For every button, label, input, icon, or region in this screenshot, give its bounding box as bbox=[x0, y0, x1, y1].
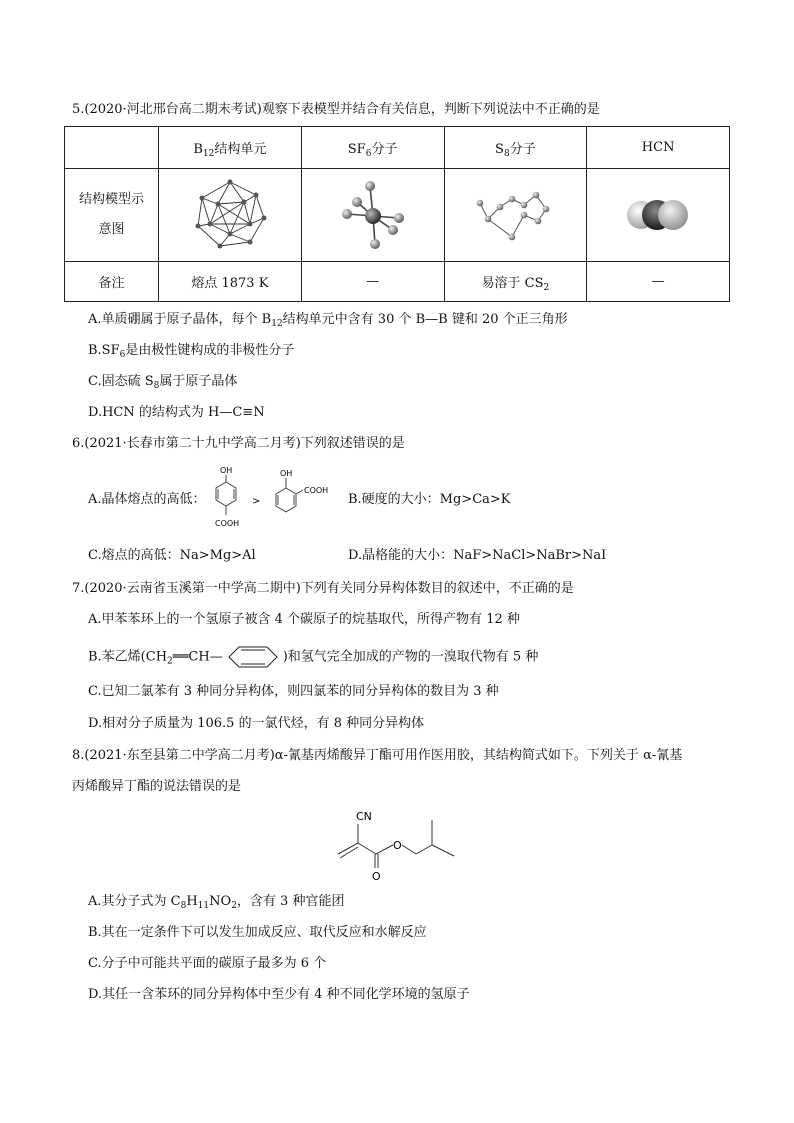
row-label-model: 结构模型示 意图 bbox=[65, 169, 159, 262]
q6-option-b[interactable]: B.硬度的大小：Mg>Ca>K bbox=[348, 492, 511, 507]
q5-option-c[interactable]: C.固态硫 $S_8$属于原子晶体 bbox=[88, 374, 238, 391]
row-label-note: 备注 bbox=[65, 262, 159, 302]
table-row bbox=[65, 169, 730, 262]
q5-stem: 5.(2020·河北邢台高二期末考试)观察下表模型并结合有关信息，判断下列说法中不正确的是 bbox=[72, 102, 600, 117]
q8-stem-line-2: 丙烯酸异丁酯的说法错误的是 bbox=[72, 779, 242, 794]
q6-gt-sign: > bbox=[252, 496, 261, 507]
q8-stem-line-1: 8.(2021·东至县第二中学高二月考)α-氰基丙烯酸异丁酯可用作医用胶，其结构简式如下。下列关于 α-氰基 bbox=[72, 748, 683, 763]
header-b12: $B_{12}$结构单元 bbox=[159, 127, 302, 169]
q6-cooh-label: COOH bbox=[304, 486, 329, 495]
table-row bbox=[65, 127, 730, 169]
note-s8: 易溶于 $CS_2$ bbox=[444, 262, 587, 302]
q5-option-b[interactable]: $B.SF_6$是由极性键构成的非极性分子 bbox=[88, 343, 295, 360]
carbonyl-o-label: O bbox=[372, 870, 381, 883]
q5-option-d[interactable]: D.HCN 的结构式为 H—C≡N bbox=[88, 405, 265, 420]
q6-oh-label: OH bbox=[220, 466, 233, 475]
header-hcn: HCN bbox=[587, 127, 730, 169]
q7-option-b[interactable]: B.苯乙烯($CH_2══CH—$ )和氢气完全加成的产物的一溴取代物有 5 种 bbox=[88, 646, 538, 668]
note-b12: 熔点 1873 K bbox=[159, 262, 302, 302]
table-cell-empty bbox=[65, 127, 159, 169]
q8-option-d[interactable]: D.其任一含苯环的同分异构体中至少有 4 种不同化学环境的氢原子 bbox=[88, 987, 470, 1002]
q6-option-c[interactable]: C.熔点的高低：Na>Mg>Al bbox=[88, 548, 256, 563]
q8-option-c[interactable]: C.分子中可能共平面的碳原子最多为 6 个 bbox=[88, 956, 327, 971]
hcn-model-image bbox=[587, 169, 730, 262]
q6-option-d[interactable]: D.晶格能的大小：NaF>NaCl>NaBr>NaI bbox=[348, 548, 607, 563]
sf6-model-image bbox=[301, 169, 444, 262]
q6-oh-label: OH bbox=[280, 469, 293, 478]
s8-model-image bbox=[444, 169, 587, 262]
q8-option-b[interactable]: B.其在一定条件下可以发生加成反应、取代反应和水解反应 bbox=[88, 925, 427, 940]
sf6-molecule-image bbox=[333, 178, 413, 252]
header-sf6: $SF_6$分子 bbox=[301, 127, 444, 169]
q5-option-a[interactable]: A.单质硼属于原子晶体，每个 $B_{12}$结构单元中含有 30 个 B—B 键和 20 个正三角形 bbox=[88, 312, 568, 329]
q6-stem: 6.(2021·长春市第二十九中学高二月考)下列叙述错误的是 bbox=[72, 436, 405, 451]
q7-option-a[interactable]: A.甲苯苯环上的一个氢原子被含 4 个碳原子的烷基取代，所得产物有 12 种 bbox=[88, 612, 520, 627]
icosahedron-image bbox=[190, 178, 270, 252]
q6-structures bbox=[202, 466, 334, 536]
q6-option-a[interactable]: A.晶体熔点的高低： bbox=[88, 492, 206, 507]
q7-option-d[interactable]: D.相对分子质量为 106.5 的一氯代烃，有 8 种同分异构体 bbox=[88, 716, 425, 731]
b12-model-image bbox=[159, 169, 302, 262]
q6-cooh-label: COOH bbox=[215, 519, 240, 528]
header-s8: $S_8$分子 bbox=[444, 127, 587, 169]
hcn-space-filling-image bbox=[623, 190, 693, 240]
note-hcn: — bbox=[587, 262, 730, 302]
q8-option-a[interactable]: A.其分子式为 $C_8H_{11}NO_2$，含有 3 种官能团 bbox=[88, 894, 345, 911]
q7-option-c[interactable]: C.已知二氯苯有 3 种同分异构体，则四氯苯的同分异构体的数目为 3 种 bbox=[88, 684, 499, 699]
ester-o-label: O bbox=[393, 839, 402, 852]
note-sf6: — bbox=[301, 262, 444, 302]
q7-stem: 7.(2020·云南省玉溪第一中学高二期中)下列有关同分异构体数目的叙述中，不正确的是 bbox=[72, 581, 574, 596]
q5-model-table bbox=[64, 126, 730, 302]
q8-structure bbox=[330, 808, 462, 886]
table-row bbox=[65, 262, 730, 302]
s8-ring-image bbox=[472, 185, 558, 245]
cn-label: CN bbox=[356, 810, 372, 823]
benzene-ring-icon bbox=[223, 646, 283, 668]
